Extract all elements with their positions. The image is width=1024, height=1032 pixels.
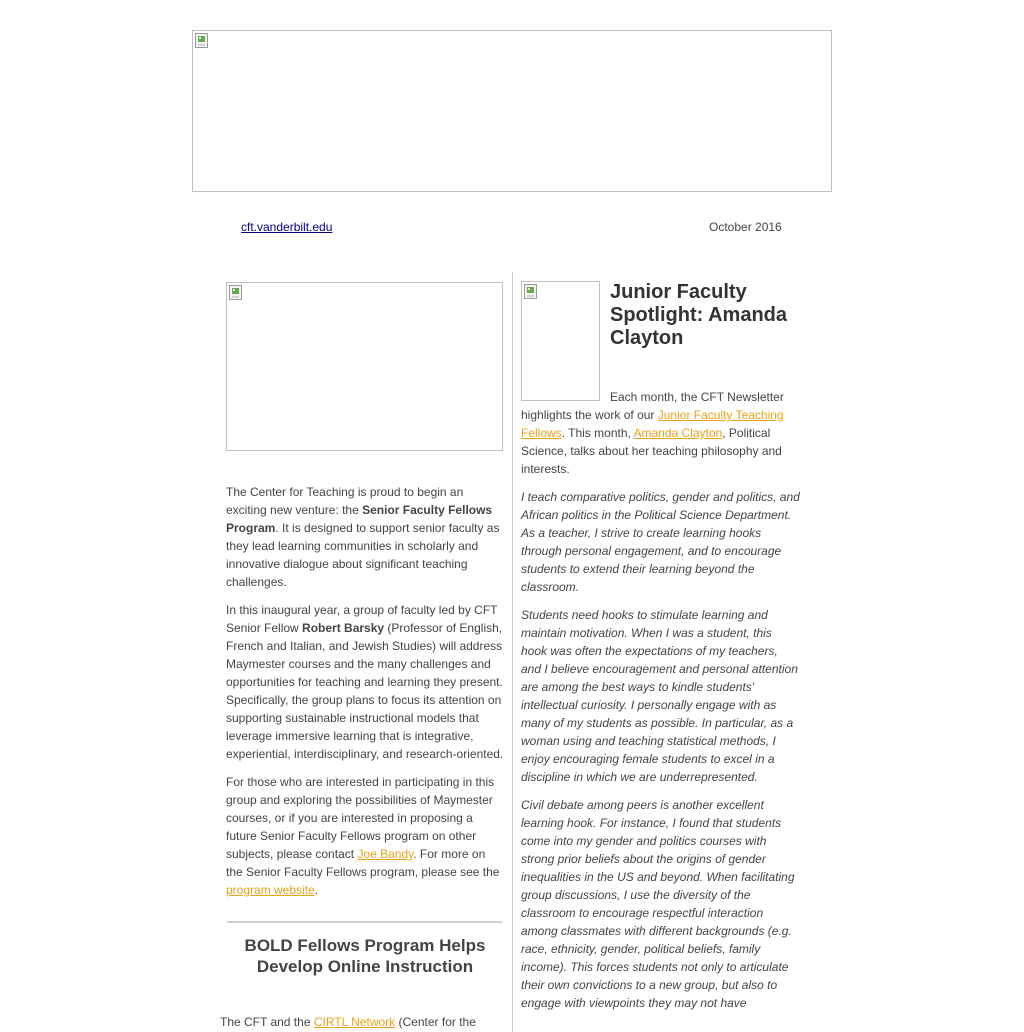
section-divider bbox=[227, 921, 502, 923]
senior-fellows-image bbox=[226, 282, 503, 451]
column-divider bbox=[512, 272, 513, 1032]
newsletter-banner-image bbox=[192, 30, 832, 192]
article-paragraph: The Center for Teaching is proud to begin an exciting new venture: the Senior Faculty Fellows Program. It is designed to support senior faculty as they lead learning communities in scholarly and innovative dialogue about significant teaching challenges. bbox=[226, 485, 500, 589]
broken-image-icon bbox=[524, 284, 538, 300]
bold-fellows-heading: BOLD Fellows Program Helps Develop Online Instruction bbox=[244, 936, 486, 976]
spotlight-article bbox=[521, 388, 801, 1022]
left-column bbox=[226, 282, 504, 977]
cirtl-network-link[interactable]: CIRTL Network bbox=[313, 1015, 396, 1029]
broken-image-icon bbox=[229, 285, 243, 301]
bold-fellows-intro: The CFT and the CIRTL Network (Center for the bbox=[220, 1015, 476, 1029]
senior-fellows-article bbox=[226, 483, 504, 899]
spotlight-quote: I teach comparative politics, gender and politics, and African politics in the Political Science Department. As a teacher, I strive to create learning hooks through personal engagement, and to encourage students to extend their learning beyond the classroom. bbox=[521, 490, 800, 594]
program-website-link[interactable]: program website bbox=[226, 883, 315, 897]
article-paragraph: For those who are interested in participating in this group and exploring the possibilities of Maymester courses, or if you are interested in proposing a future Senior Faculty Fellows program on other subjects, please contact Joe Bandy. For more on the Senior Faculty Fellows program, please see the program website. bbox=[226, 775, 500, 897]
amanda-clayton-link[interactable]: Amanda Clayton bbox=[633, 426, 723, 440]
amanda-clayton-portrait bbox=[521, 281, 600, 401]
spotlight-heading: Junior Faculty Spotlight: Amanda Clayton bbox=[610, 281, 788, 349]
site-link[interactable]: cft.vanderbilt.edu bbox=[241, 220, 333, 234]
issue-date: October 2016 bbox=[709, 220, 782, 234]
spotlight-intro: Each month, the CFT Newsletter highlights the work of our Junior Faculty Teaching Fellows. This month, Amanda Clayton, Political Science, talks about her teaching philosophy and interests. bbox=[521, 390, 784, 476]
joe-bandy-link[interactable]: Joe Bandy bbox=[357, 847, 414, 861]
article-paragraph: In this inaugural year, a group of faculty led by CFT Senior Fellow Robert Barsky (Professor of English, French and Italian, and Jewish Studies) will address Maymester courses and the many challenges and opportunities for teaching and learning they present. Specifically, the group plans to focus its attention on supporting sustainable instructional models that leverage immersive learning that is integrative, experiential, interdisciplinary, and research-oriented. bbox=[226, 603, 504, 761]
spotlight-quote: Civil debate among peers is another excellent learning hook. For instance, I found that students come into my gender and politics courses with strong prior beliefs about the origins of gender inequalities in the US and beyond. When facilitating group discussions, I use the diversity of the classroom to encourage respectful interaction among classmates with different backgrounds (e.g. race, ethnicity, gender, political beliefs, family income). This forces students not only to articulate their own convictions to a new group, but also to engage with viewpoints they may not have bbox=[521, 798, 795, 1010]
spotlight-quote: Students need hooks to stimulate learning and maintain motivation. When I was a student, this hook was often the expectations of my teachers, and I believe encouragement and personal attention are among the best ways to kindle students' intellectual curiosity. I personally engage with as many of my students as possible. In particular, as a woman using and teaching statistical methods, I enjoy encouraging female students to excel in a discipline in which we are underrepresented. bbox=[521, 608, 798, 784]
broken-image-icon bbox=[195, 33, 209, 49]
junior-fellows-link[interactable]: Junior Faculty Teaching Fellows bbox=[521, 408, 784, 440]
